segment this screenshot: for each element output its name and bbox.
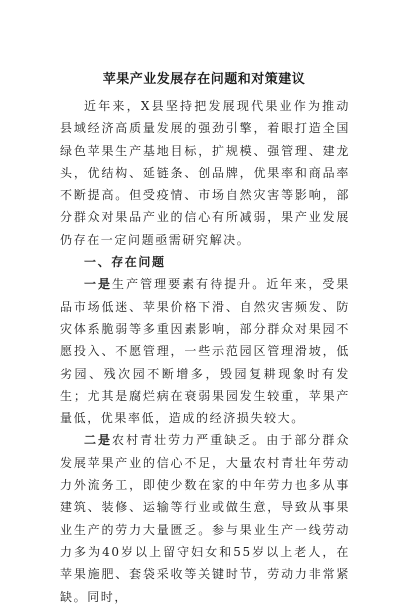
intro-paragraph: 近年来，X县坚持把发展现代果业作为推动县域经济高质量发展的强劲引擎，着眼打造全国绿色苹果生产基地目标，扩规模、强管理、建龙头，优结构、延链条、创品牌，优果率和商品率不断提高。但受疫情、市场自然灾害等影响，部分群众对果品产业的信心有所减弱，果产业发展仍存在一定问题亟需研究解决。 xyxy=(60,99,350,247)
document-title: 苹果产业发展存在问题和对策建议 xyxy=(102,72,306,87)
problem-1-text: 生产管理要素有待提升。近年来，受果品市场低迷、苹果价格下滑、自然灾害频发、防灾体系脆弱等多重因素影响，部分群众对果园不愿投入、不愿管理，一些示范园区管理滑坡，低劣园、残次园不断增多，毁园复耕现象时有发生；尤其是腐烂病在衰弱果园发生较重，苹果产量低，优果率低，造成的经济损失较大。 xyxy=(60,277,350,426)
problem-2-text: 农村青壮劳力严重缺乏。由于部分群众发展苹果产业的信心不足，大量农村青壮年劳动力外流务工，即使少数在家的中年劳力也多从事建筑、装修、运输等行业或做生意，导致从事果业生产的劳力大量匮乏。参与果业生产一线劳动力多为40岁以上留守妇女和55岁以上老人，在苹果施肥、套袋采收等关键时节，劳动力非常紧缺。同时， xyxy=(60,433,350,604)
problem-paragraph-2 xyxy=(60,429,350,607)
problem-2-lead: 二是 xyxy=(84,433,113,448)
section-heading-text: 一、存在问题 xyxy=(84,255,166,270)
problem-paragraph-1 xyxy=(60,273,350,429)
document-body xyxy=(60,95,350,608)
problem-1-lead: 一是 xyxy=(84,277,113,292)
section-heading-problems xyxy=(60,251,350,273)
